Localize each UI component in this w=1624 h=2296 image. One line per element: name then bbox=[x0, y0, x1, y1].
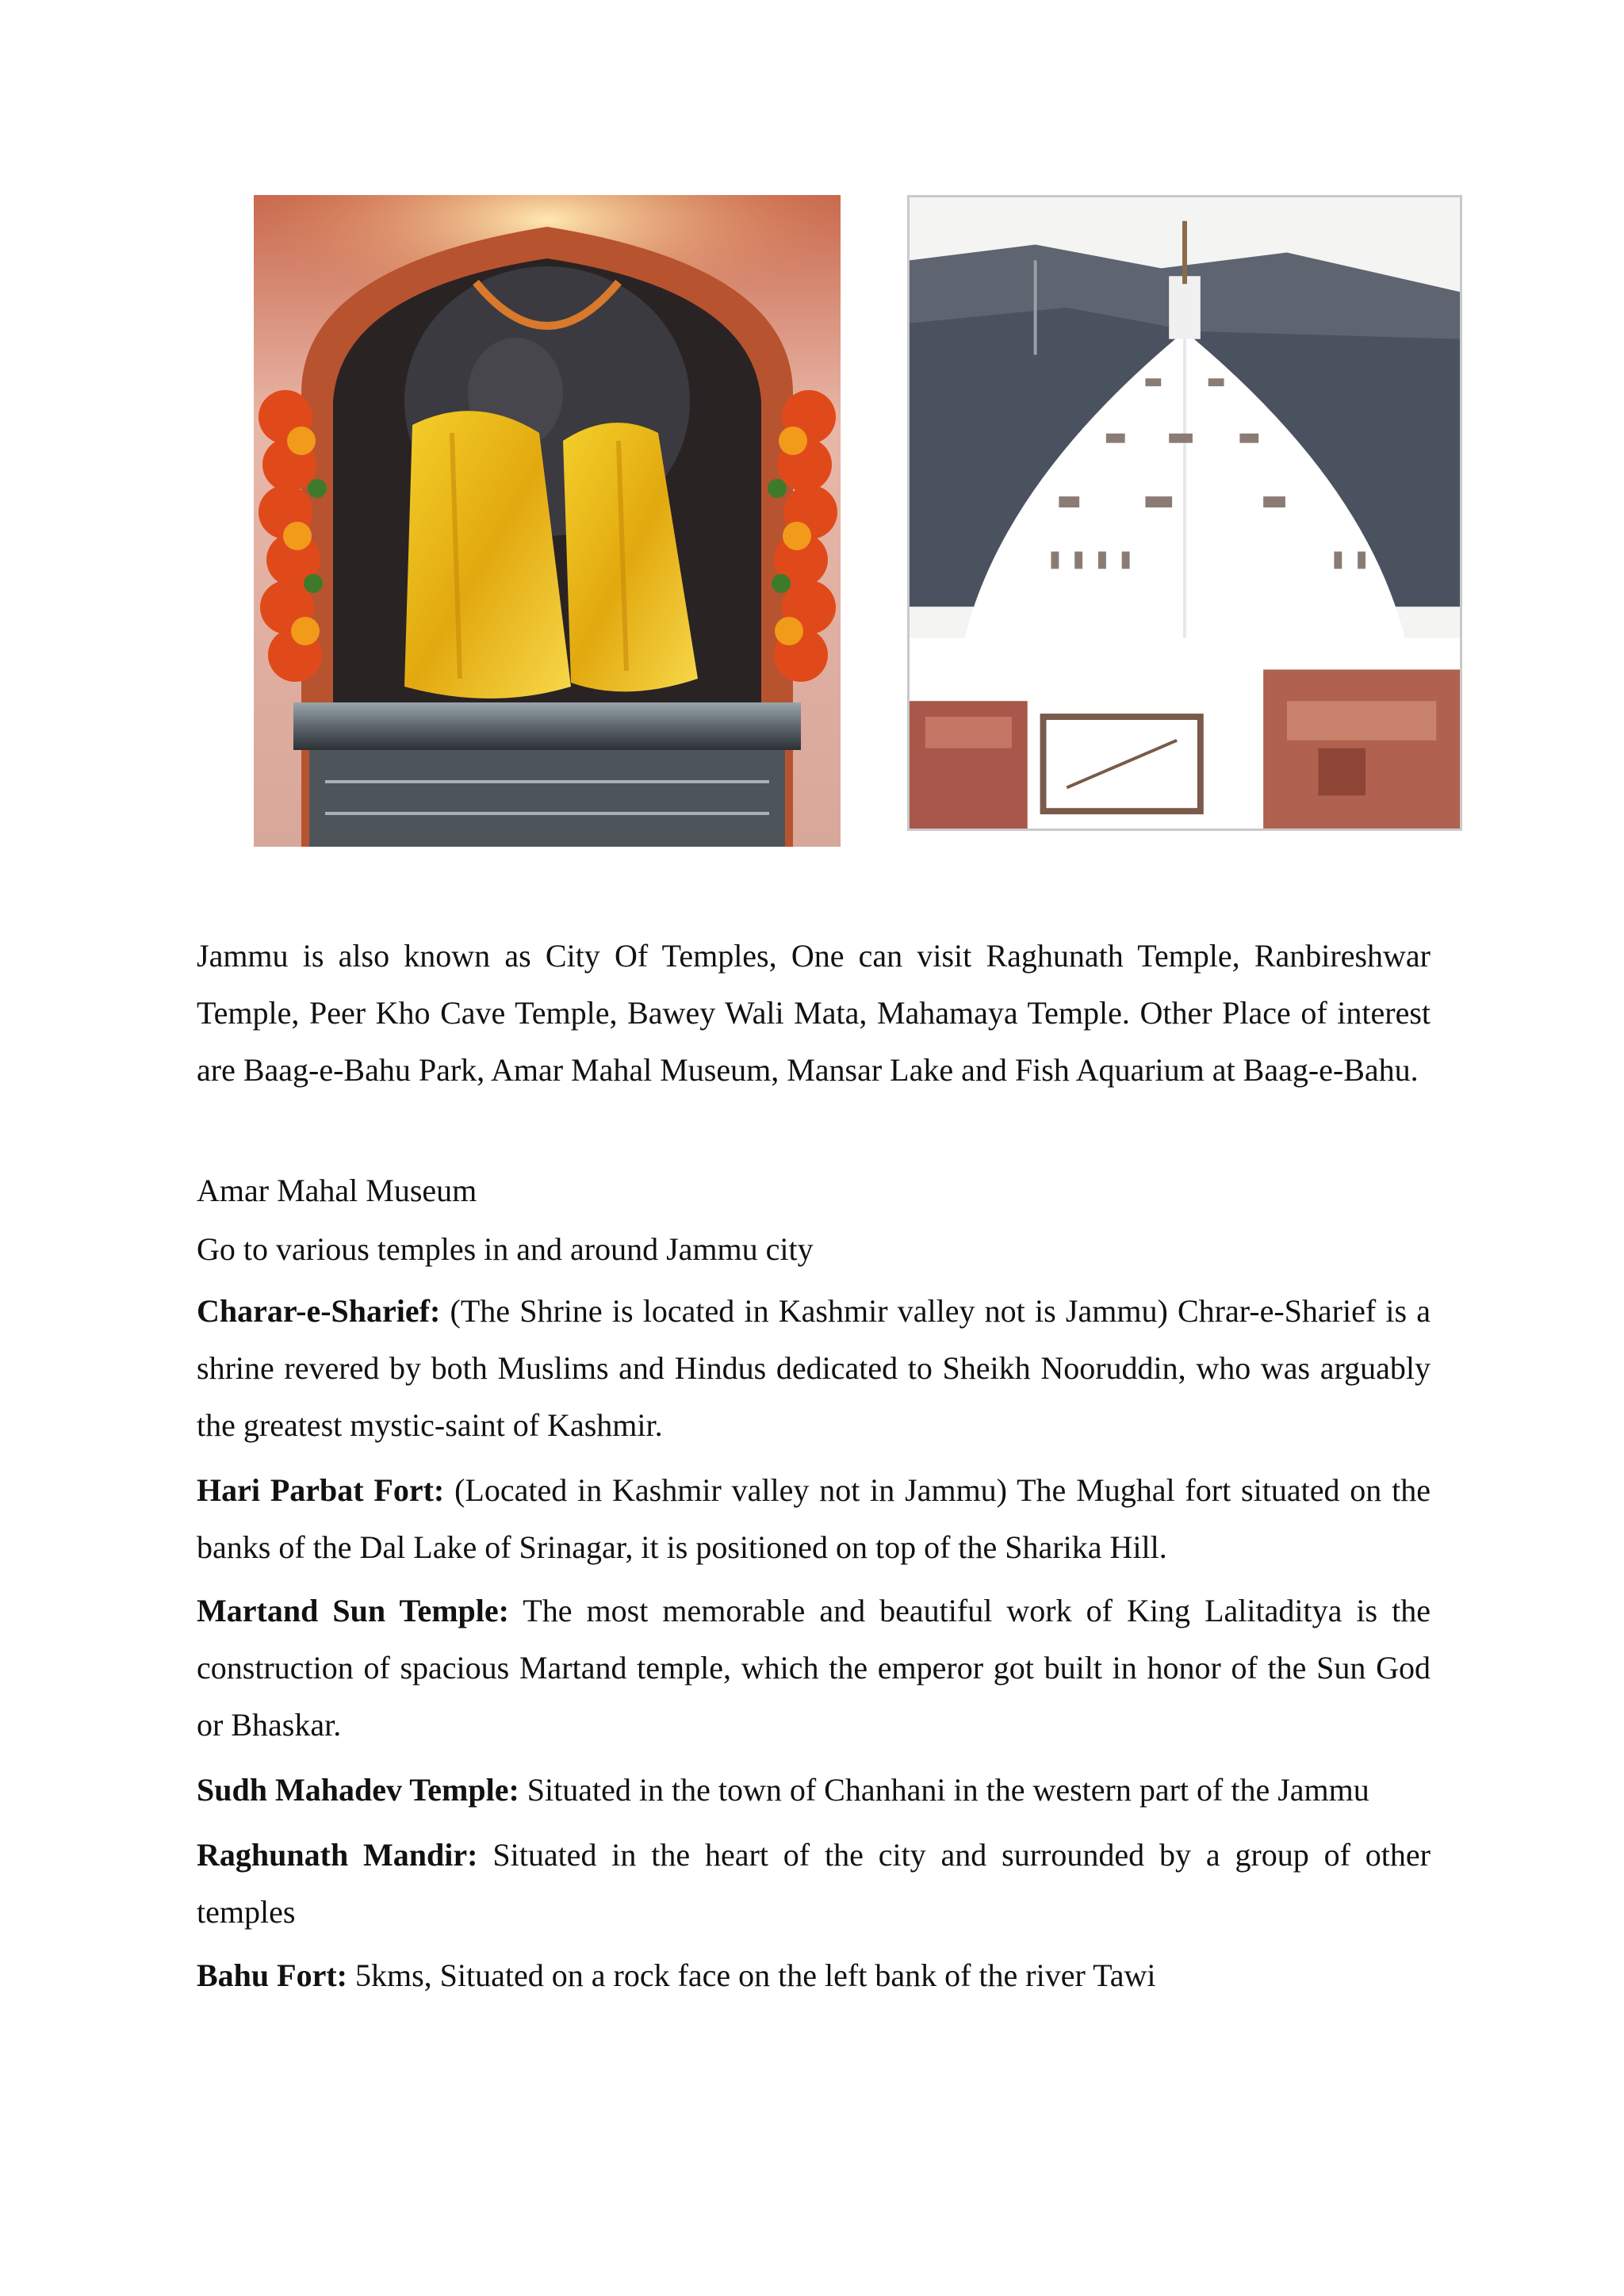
entry-bahu-fort bbox=[197, 1947, 1431, 2004]
entry-raghunath-mandir bbox=[197, 1827, 1431, 1941]
entry-sudh-mahadev-temple bbox=[197, 1762, 1431, 1819]
temple-deity-image bbox=[254, 195, 841, 847]
line-temples-block bbox=[197, 1221, 1431, 1278]
text-body bbox=[197, 928, 1431, 1099]
entry-hari-parbat-fort bbox=[197, 1462, 1431, 1576]
entry-text: The most memorable and beautiful work of King Lalitaditya is the construction of spacious Martand temple, which the emperor got built in honor of the Sun God or Bhaskar. bbox=[197, 1593, 1431, 1743]
entry-term: Charar-e-Sharief: bbox=[197, 1293, 441, 1329]
entry-term: Martand Sun Temple: bbox=[197, 1593, 509, 1628]
temple-deity-photo bbox=[254, 195, 841, 847]
entry-term: Hari Parbat Fort: bbox=[197, 1472, 445, 1508]
temples-line: Go to various temples in and around Jammu city bbox=[197, 1231, 814, 1267]
entry-term: Raghunath Mandir: bbox=[197, 1837, 478, 1873]
entry-text: Situated in the heart of the city and surrounded by a group of other temples bbox=[197, 1837, 1431, 1930]
entry-term: Sudh Mahadev Temple: bbox=[197, 1772, 519, 1808]
entry-text: (The Shrine is located in Kashmir valley not is Jammu) Chrar-e-Sharief is a shrine revered by both Muslims and Hindus dedicated to Sheikh Nooruddin, who was arguably the greatest mystic-saint of Kashmir. bbox=[197, 1293, 1431, 1443]
line-museum-block bbox=[197, 1162, 1431, 1219]
museum-line: Amar Mahal Museum bbox=[197, 1173, 477, 1208]
white-temple-photo bbox=[907, 195, 1462, 831]
white-temple-image bbox=[910, 197, 1460, 828]
entry-text: 5kms, Situated on a rock face on the left bank of the river Tawi bbox=[347, 1957, 1156, 1993]
entry-text: Situated in the town of Chanhani in the western part of the Jammu bbox=[519, 1772, 1369, 1808]
intro-paragraph: Jammu is also known as City Of Temples, One can visit Raghunath Temple, Ranbireshwar Temple, Peer Kho Cave Temple, Bawey Wali Mata, Mahamaya Temple. Other Place of interest are Baag-e-Bahu Park, Amar Mahal Museum, Mansar Lake and Fish Aquarium at Baag-e-Bahu. bbox=[197, 938, 1431, 1088]
entry-martand-sun-temple bbox=[197, 1582, 1431, 1754]
entry-text: (Located in Kashmir valley not in Jammu) The Mughal fort situated on the banks of the Dal Lake of Srinagar, it is positioned on top of the Sharika Hill. bbox=[197, 1472, 1431, 1565]
entry-term: Bahu Fort: bbox=[197, 1957, 347, 1993]
entry-charar-e-sharief bbox=[197, 1283, 1431, 1454]
